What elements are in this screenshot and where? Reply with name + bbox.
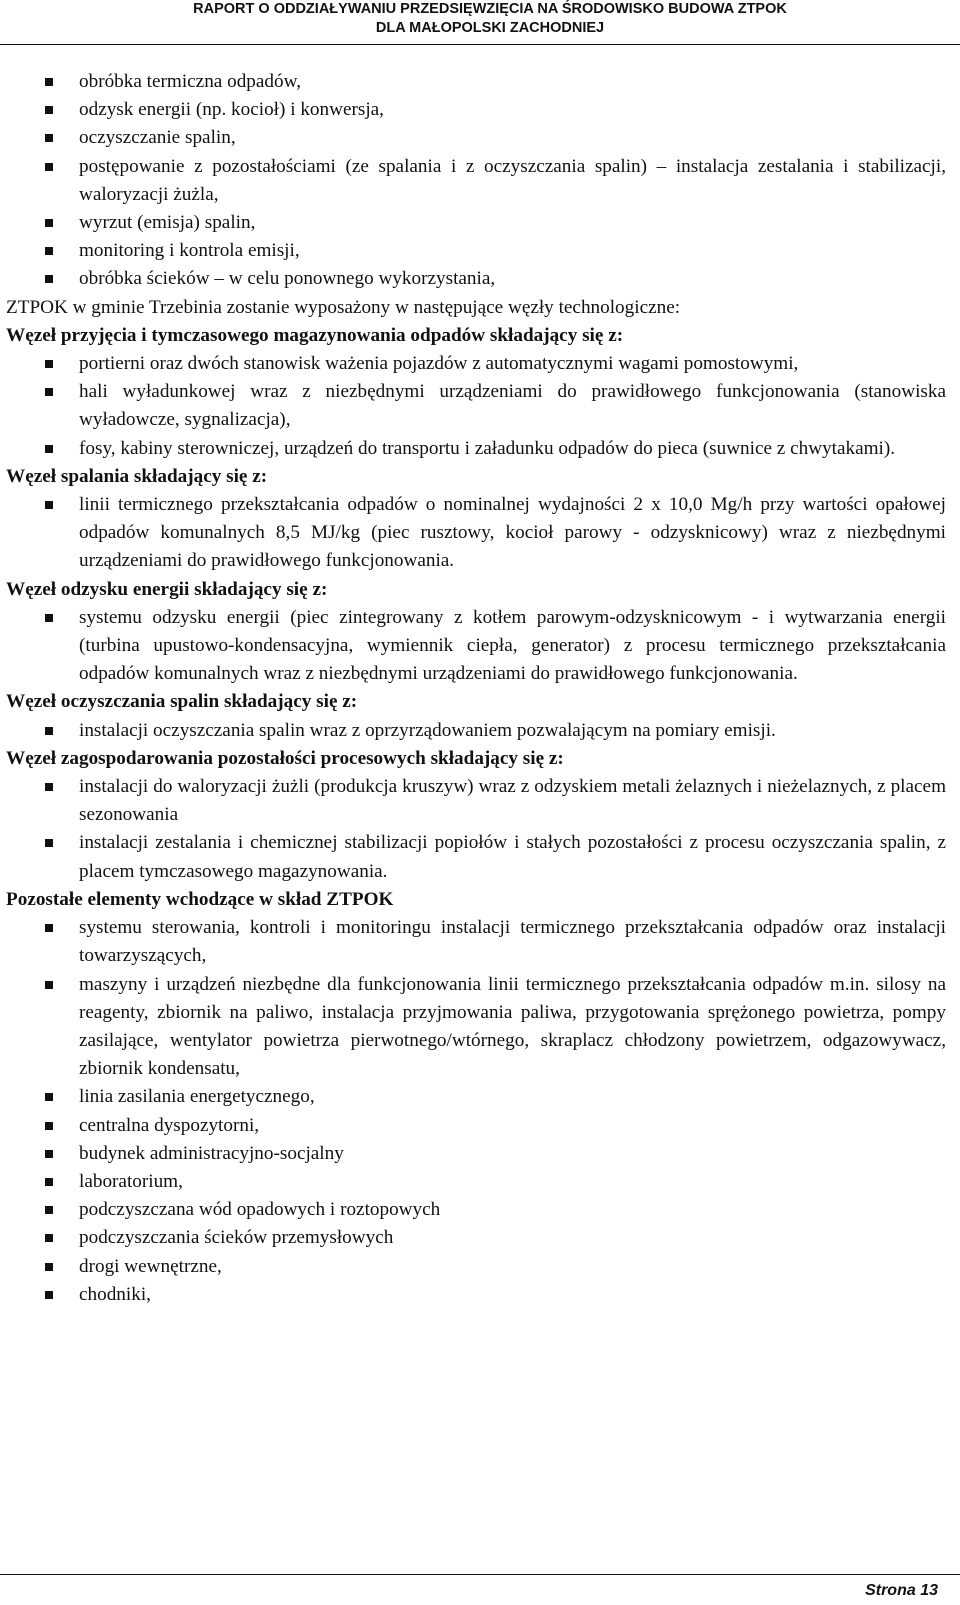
- header-divider: [0, 44, 960, 45]
- section-heading: Pozostałe elementy wchodzące w skład ZTPOK: [6, 888, 394, 910]
- intro-list: [6, 68, 946, 294]
- list-item: linia zasilania energetycznego,: [6, 1083, 946, 1111]
- list-item: budynek administracyjno-socjalny: [6, 1140, 946, 1168]
- list-item: instalacji zestalania i chemicznej stabilizacji popiołów i stałych pozostałości z procesu oczyszczania spalin, z placem tymczasowego magazynowania.: [6, 829, 946, 885]
- list-item: obróbka ścieków – w celu ponownego wykorzystania,: [6, 265, 946, 293]
- list-item: hali wyładunkowej wraz z niezbędnymi urządzeniami do prawidłowego funkcjonowania (stanowiska wyładowcze, sygnalizacja),: [6, 378, 946, 434]
- list-item: podczyszczana wód opadowych i roztopowych: [6, 1196, 946, 1224]
- list-item: drogi wewnętrzne,: [6, 1253, 946, 1281]
- list-item: systemu odzysku energii (piec zintegrowany z kotłem parowym-odzysknicowym - i wytwarzania energii (turbina upustowo-kondensacyjna, wymiennik ciepła, generator) z procesu termicznego przekształcania odpadów komunalnych wraz z niezbędnymi urządzeniami do prawidłowego funkcjonowania.: [6, 604, 946, 689]
- page-header: [0, 0, 960, 38]
- list-item: portierni oraz dwóch stanowisk ważenia pojazdów z automatycznymi wagami pomostowymi,: [6, 350, 946, 378]
- section-heading: Węzeł przyjęcia i tymczasowego magazynowania odpadów składający się z:: [6, 324, 624, 346]
- list-item: odzysk energii (np. kocioł) i konwersja,: [6, 96, 946, 124]
- list-item: obróbka termiczna odpadów,: [6, 68, 946, 96]
- list-item: linii termicznego przekształcania odpadów o nominalnej wydajności 2 x 10,0 Mg/h przy wartości opałowej odpadów komunalnych 8,5 MJ/kg (piec rusztowy, kocioł parowy - odzysknicowy) wraz z niezbędnymi urządzeniami do prawidłowego funkcjonowania.: [6, 491, 946, 576]
- list-item: postępowanie z pozostałościami (ze spalania i z oczyszczania spalin) – instalacja zestalania i stabilizacji, waloryzacji żużla,: [6, 153, 946, 209]
- intro-paragraph: ZTPOK w gminie Trzebinia zostanie wyposażony w następujące węzły technologiczne:: [6, 296, 681, 318]
- footer-divider: [0, 1574, 960, 1575]
- header-title-line1: RAPORT O ODDZIAŁYWANIU PRZEDSIĘWZIĘCIA NA ŚRODOWISKO BUDOWA ZTPOK: [193, 1, 787, 17]
- list-item: oczyszczanie spalin,: [6, 124, 946, 152]
- section-heading: Węzeł odzysku energii składający się z:: [6, 578, 328, 600]
- list-item: chodniki,: [6, 1281, 946, 1309]
- section-heading: Węzeł oczyszczania spalin składający się z:: [6, 691, 358, 713]
- document-body: [6, 68, 946, 1309]
- page-number: Strona 13: [865, 1582, 938, 1599]
- section-heading: Węzeł zagospodarowania pozostałości procesowych składający się z:: [6, 747, 564, 769]
- list-item: instalacji oczyszczania spalin wraz z oprzyrządowaniem pozwalającym na pomiary emisji.: [6, 717, 946, 745]
- list-item: fosy, kabiny sterowniczej, urządzeń do transportu i załadunku odpadów do pieca (suwnice z chwytakami).: [6, 435, 946, 463]
- list-item: laboratorium,: [6, 1168, 946, 1196]
- list-item: monitoring i kontrola emisji,: [6, 237, 946, 265]
- list-item: centralna dyspozytorni,: [6, 1112, 946, 1140]
- list-item: systemu sterowania, kontroli i monitoringu instalacji termicznego przekształcania odpadów oraz instalacji towarzyszących,: [6, 914, 946, 970]
- list-item: wyrzut (emisja) spalin,: [6, 209, 946, 237]
- section-heading: Węzeł spalania składający się z:: [6, 465, 268, 487]
- list-item: instalacji do waloryzacji żużli (produkcja kruszyw) wraz z odzyskiem metali żelaznych i nieżelaznych, z placem sezonowania: [6, 773, 946, 829]
- list-item: maszyny i urządzeń niezbędne dla funkcjonowania linii termicznego przekształcania odpadów m.in. silosy na reagenty, zbiornik na paliwo, instalacja przyjmowania paliwa, przygotowania sprężonego powietrza, pompy zasilające, wentylator powietrza pierwotnego/wtórnego, skraplacz chłodzony powietrzem, odgazowywacz, zbiornik kondensatu,: [6, 971, 946, 1084]
- header-title-line2: DLA MAŁOPOLSKI ZACHODNIEJ: [375, 20, 605, 36]
- list-item: podczyszczania ścieków przemysłowych: [6, 1224, 946, 1252]
